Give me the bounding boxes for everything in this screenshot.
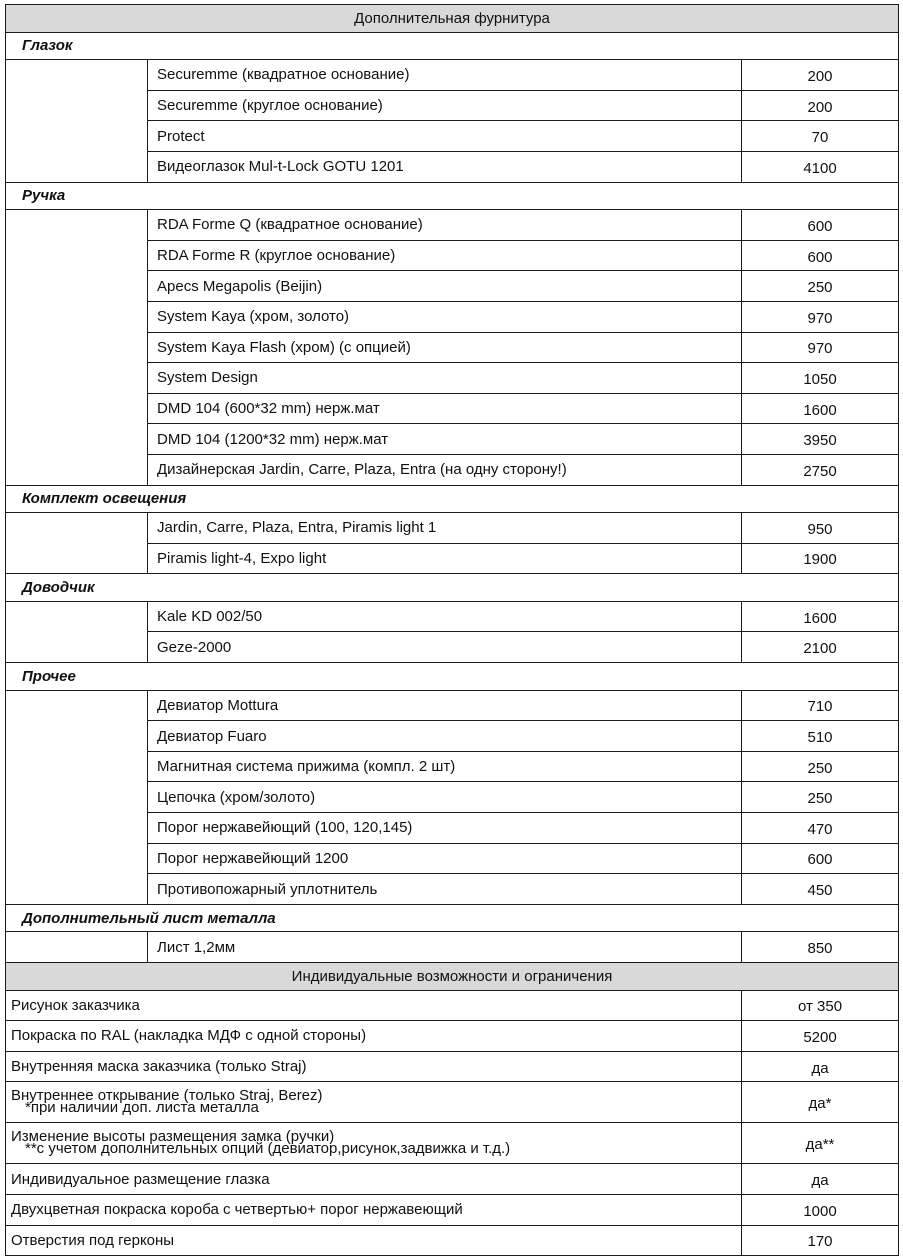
item-name: Видеоглазок Mul-t-Lock GOTU 1201 (148, 151, 742, 182)
item-row (6, 601, 899, 632)
option-row (6, 990, 899, 1021)
item-price: 200 (742, 90, 899, 121)
item-price: 470 (742, 813, 899, 844)
option-price: 1000 (742, 1194, 899, 1225)
item-name: Порог нержавейющий (100, 120,145) (148, 813, 742, 844)
option-price: да (742, 1051, 899, 1082)
item-price: 2100 (742, 632, 899, 663)
option-price: да** (742, 1123, 899, 1164)
item-price: 3950 (742, 424, 899, 455)
section-row (6, 904, 899, 932)
item-price: 1600 (742, 601, 899, 632)
option-price: 170 (742, 1225, 899, 1256)
item-row (6, 932, 899, 963)
section-indent-cell (6, 690, 148, 904)
section-title: Доводчик (6, 574, 899, 602)
item-price: 510 (742, 721, 899, 752)
item-price: 1600 (742, 393, 899, 424)
item-name: Порог нержавейющий 1200 (148, 843, 742, 874)
section-row (6, 485, 899, 513)
section-indent-cell (6, 210, 148, 485)
option-cell (6, 1164, 742, 1195)
item-price: 600 (742, 240, 899, 271)
options-header-row (6, 963, 899, 991)
item-name: System Kaya Flash (хром) (с опцией) (148, 332, 742, 363)
item-price: 450 (742, 874, 899, 905)
item-price: 250 (742, 751, 899, 782)
section-row (6, 32, 899, 60)
item-row (6, 210, 899, 241)
option-row (6, 1051, 899, 1082)
option-cell (6, 1123, 742, 1164)
option-note: **с учетом дополнительных опций (девиатор,рисунок,задвижка и т.д.) (25, 1140, 511, 1158)
option-name: Внутреннее открывание (только Straj, Berez) (11, 1087, 323, 1105)
option-name: Индивидуальное размещение глазка (11, 1170, 270, 1188)
section-indent-cell (6, 932, 148, 963)
section-title: Комплект освещения (6, 485, 899, 513)
option-row (6, 1194, 899, 1225)
item-row (6, 513, 899, 544)
option-name: Двухцветная покраска короба с четвертью+ порог нержавеющий (11, 1201, 463, 1219)
item-name: Jardin, Carre, Plaza, Entra, Piramis light 1 (148, 513, 742, 544)
item-price: 4100 (742, 151, 899, 182)
option-row (6, 1021, 899, 1052)
item-price: 1050 (742, 363, 899, 394)
option-price: от 350 (742, 990, 899, 1021)
option-name: Рисунок заказчика (11, 996, 140, 1014)
item-name: Securemme (квадратное основание) (148, 60, 742, 91)
option-price: да (742, 1164, 899, 1195)
item-name: Магнитная система прижима (компл. 2 шт) (148, 751, 742, 782)
item-price: 710 (742, 690, 899, 721)
item-name: Protect (148, 121, 742, 152)
item-name: DMD 104 (1200*32 mm) нерж.мат (148, 424, 742, 455)
item-row (6, 690, 899, 721)
item-price: 200 (742, 60, 899, 91)
item-row (6, 60, 899, 91)
item-name: Цепочка (хром/золото) (148, 782, 742, 813)
item-price: 600 (742, 210, 899, 241)
option-name: Изменение высоты размещения замка (ручки) (11, 1128, 335, 1146)
option-note: *при наличии доп. листа металла (25, 1099, 259, 1117)
option-cell (6, 990, 742, 1021)
item-price: 250 (742, 782, 899, 813)
section-row (6, 663, 899, 691)
item-price: 970 (742, 301, 899, 332)
item-name: Kale KD 002/50 (148, 601, 742, 632)
section-indent-cell (6, 513, 148, 574)
option-name: Внутренняя маска заказчика (только Straj) (11, 1058, 307, 1076)
section-title: Глазок (6, 32, 899, 60)
option-row (6, 1225, 899, 1256)
item-name: System Kaya (хром, золото) (148, 301, 742, 332)
item-price: 970 (742, 332, 899, 363)
option-cell (6, 1051, 742, 1082)
option-cell (6, 1225, 742, 1256)
option-row (6, 1123, 899, 1164)
item-name: Лист 1,2мм (148, 932, 742, 963)
item-name: Securemme (круглое основание) (148, 90, 742, 121)
option-row (6, 1164, 899, 1195)
item-price: 70 (742, 121, 899, 152)
item-name: Девиатор Fuaro (148, 721, 742, 752)
option-price: 5200 (742, 1021, 899, 1052)
section-title: Прочее (6, 663, 899, 691)
item-price: 600 (742, 843, 899, 874)
option-cell (6, 1082, 742, 1123)
options-header: Индивидуальные возможности и ограничения (6, 963, 899, 991)
item-name: Piramis light-4, Expo light (148, 543, 742, 574)
option-cell (6, 1194, 742, 1225)
section-row (6, 574, 899, 602)
item-price: 1900 (742, 543, 899, 574)
section-row (6, 182, 899, 210)
option-name: Покраска по RAL (накладка МДФ с одной стороны) (11, 1027, 367, 1045)
item-price: 950 (742, 513, 899, 544)
option-price: да* (742, 1082, 899, 1123)
item-name: Противопожарный уплотнитель (148, 874, 742, 905)
option-name: Отверстия под герконы (11, 1231, 175, 1249)
section-indent-cell (6, 60, 148, 182)
section-title: Ручка (6, 182, 899, 210)
price-list-table (5, 4, 899, 1256)
item-name: RDA Forme R (круглое основание) (148, 240, 742, 271)
item-name: Дизайнерская Jardin, Carre, Plaza, Entra (на одну сторону!) (148, 454, 742, 485)
option-row (6, 1082, 899, 1123)
price-list-body (6, 5, 899, 1256)
section-title: Дополнительный лист металла (6, 904, 899, 932)
option-cell (6, 1021, 742, 1052)
item-name: Девиатор Mottura (148, 690, 742, 721)
item-name: Apecs Megapolis (Beijin) (148, 271, 742, 302)
accessories-header: Дополнительная фурнитура (6, 5, 899, 33)
item-name: Geze-2000 (148, 632, 742, 663)
item-price: 2750 (742, 454, 899, 485)
item-name: RDA Forme Q (квадратное основание) (148, 210, 742, 241)
section-indent-cell (6, 601, 148, 662)
item-price: 850 (742, 932, 899, 963)
header-row (6, 5, 899, 33)
item-price: 250 (742, 271, 899, 302)
item-name: DMD 104 (600*32 mm) нерж.мат (148, 393, 742, 424)
item-name: System Design (148, 363, 742, 394)
